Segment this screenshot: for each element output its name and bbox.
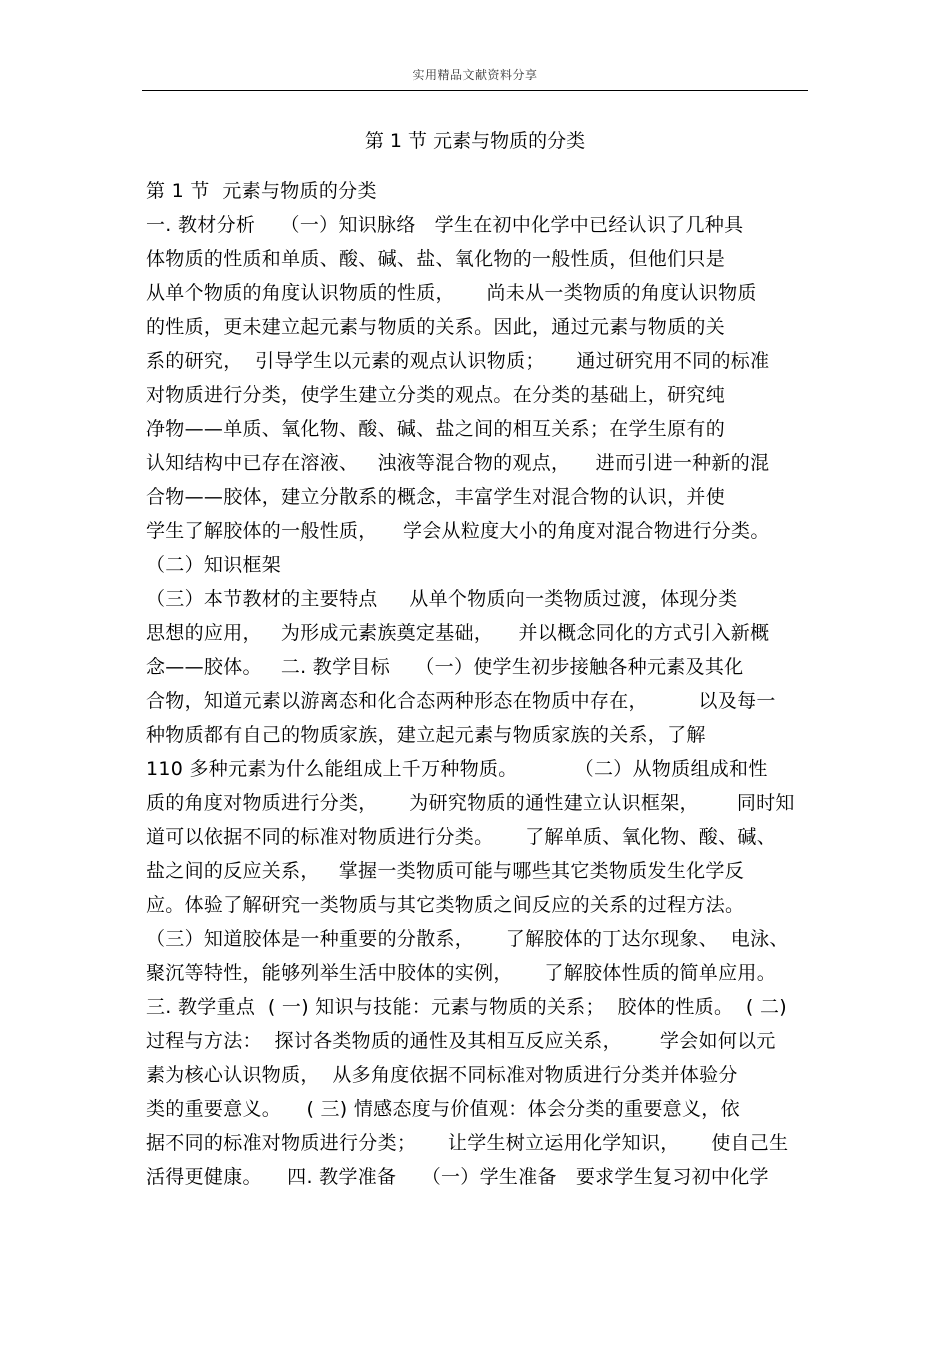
page-header: 实用精品文献资料分享: [412, 68, 538, 82]
body-line: 学生了解胶体的一般性质， 学会从粒度大小的角度对混合物进行分类。: [146, 520, 770, 542]
document-title: 第 1 节 元素与物质的分类: [364, 130, 586, 152]
body-line: 的性质，更未建立起元素与物质的关系。因此，通过元素与物质的关: [146, 316, 726, 338]
body-line: 据不同的标准对物质进行分类； 让学生树立运用化学知识， 使自己生: [146, 1132, 789, 1154]
body-line: 念——胶体。 二. 教学目标 （一）使学生初步接触各种元素及其化: [146, 656, 744, 678]
body-line: 110 多种元素为什么能组成上千万种物质。 （二）从物质组成和性: [146, 758, 768, 780]
body-line: 一. 教材分析 （一）知识脉络 学生在初中化学中已经认识了几种具: [146, 214, 744, 236]
body-line: 活得更健康。 四. 教学准备 （一）学生准备 要求学生复习初中化学: [146, 1166, 769, 1188]
body-line: （三）知道胶体是一种重要的分散系， 了解胶体的丁达尔现象、 电泳、: [146, 928, 789, 950]
body-line: 体物质的性质和单质、酸、碱、盐、氧化物的一般性质，但他们只是: [146, 248, 726, 270]
body-line: 质的角度对物质进行分类， 为研究物质的通性建立认识框架， 同时知: [146, 792, 795, 814]
body-line: 聚沉等特性，能够列举生活中胶体的实例， 了解胶体性质的简单应用。: [146, 962, 776, 984]
body-line: 种物质都有自己的物质家族，建立起元素与物质家族的关系，了解: [146, 724, 706, 746]
body-line: 过程与方法： 探讨各类物质的通性及其相互反应关系， 学会如何以元: [146, 1030, 776, 1052]
body-line: 第 1 节 元素与物质的分类: [146, 180, 377, 202]
document-body: [146, 174, 826, 1194]
body-line: 三. 教学重点 ( 一) 知识与技能：元素与物质的关系； 胶体的性质。 ( 二): [146, 996, 787, 1018]
body-line: 合物——胶体，建立分散系的概念，丰富学生对混合物的认识，并使: [146, 486, 726, 508]
body-line: 认知结构中已存在溶液、 浊液等混合物的观点， 进而引进一种新的混: [146, 452, 770, 474]
body-line: 思想的应用， 为形成元素族奠定基础， 并以概念同化的方式引入新概: [146, 622, 770, 644]
body-line: 盐之间的反应关系， 掌握一类物质可能与哪些其它类物质发生化学反: [146, 860, 745, 882]
body-line: 净物——单质、氧化物、酸、碱、盐之间的相互关系；在学生原有的: [146, 418, 726, 440]
body-line: 道可以依据不同的标准对物质进行分类。 了解单质、氧化物、酸、碱、: [146, 826, 776, 848]
header-divider: [142, 90, 808, 91]
body-line: 合物，知道元素以游离态和化合态两种形态在物质中存在， 以及每一: [146, 690, 776, 712]
body-line: 对物质进行分类，使学生建立分类的观点。在分类的基础上，研究纯: [146, 384, 726, 406]
body-line: 系的研究， 引导学生以元素的观点认识物质； 通过研究用不同的标准: [146, 350, 770, 372]
body-line: （二）知识框架: [146, 554, 282, 576]
body-line: （三）本节教材的主要特点 从单个物质向一类物质过渡，体现分类: [146, 588, 738, 610]
body-line: 应。体验了解研究一类物质与其它类物质之间反应的关系的过程方法。: [146, 894, 745, 916]
body-line: 类的重要意义。 ( 三) 情感态度与价值观：体会分类的重要意义，依: [146, 1098, 740, 1120]
body-line: 素为核心认识物质， 从多角度依据不同标准对物质进行分类并体验分: [146, 1064, 738, 1086]
body-line: 从单个物质的角度认识物质的性质， 尚未从一类物质的角度认识物质: [146, 282, 757, 304]
